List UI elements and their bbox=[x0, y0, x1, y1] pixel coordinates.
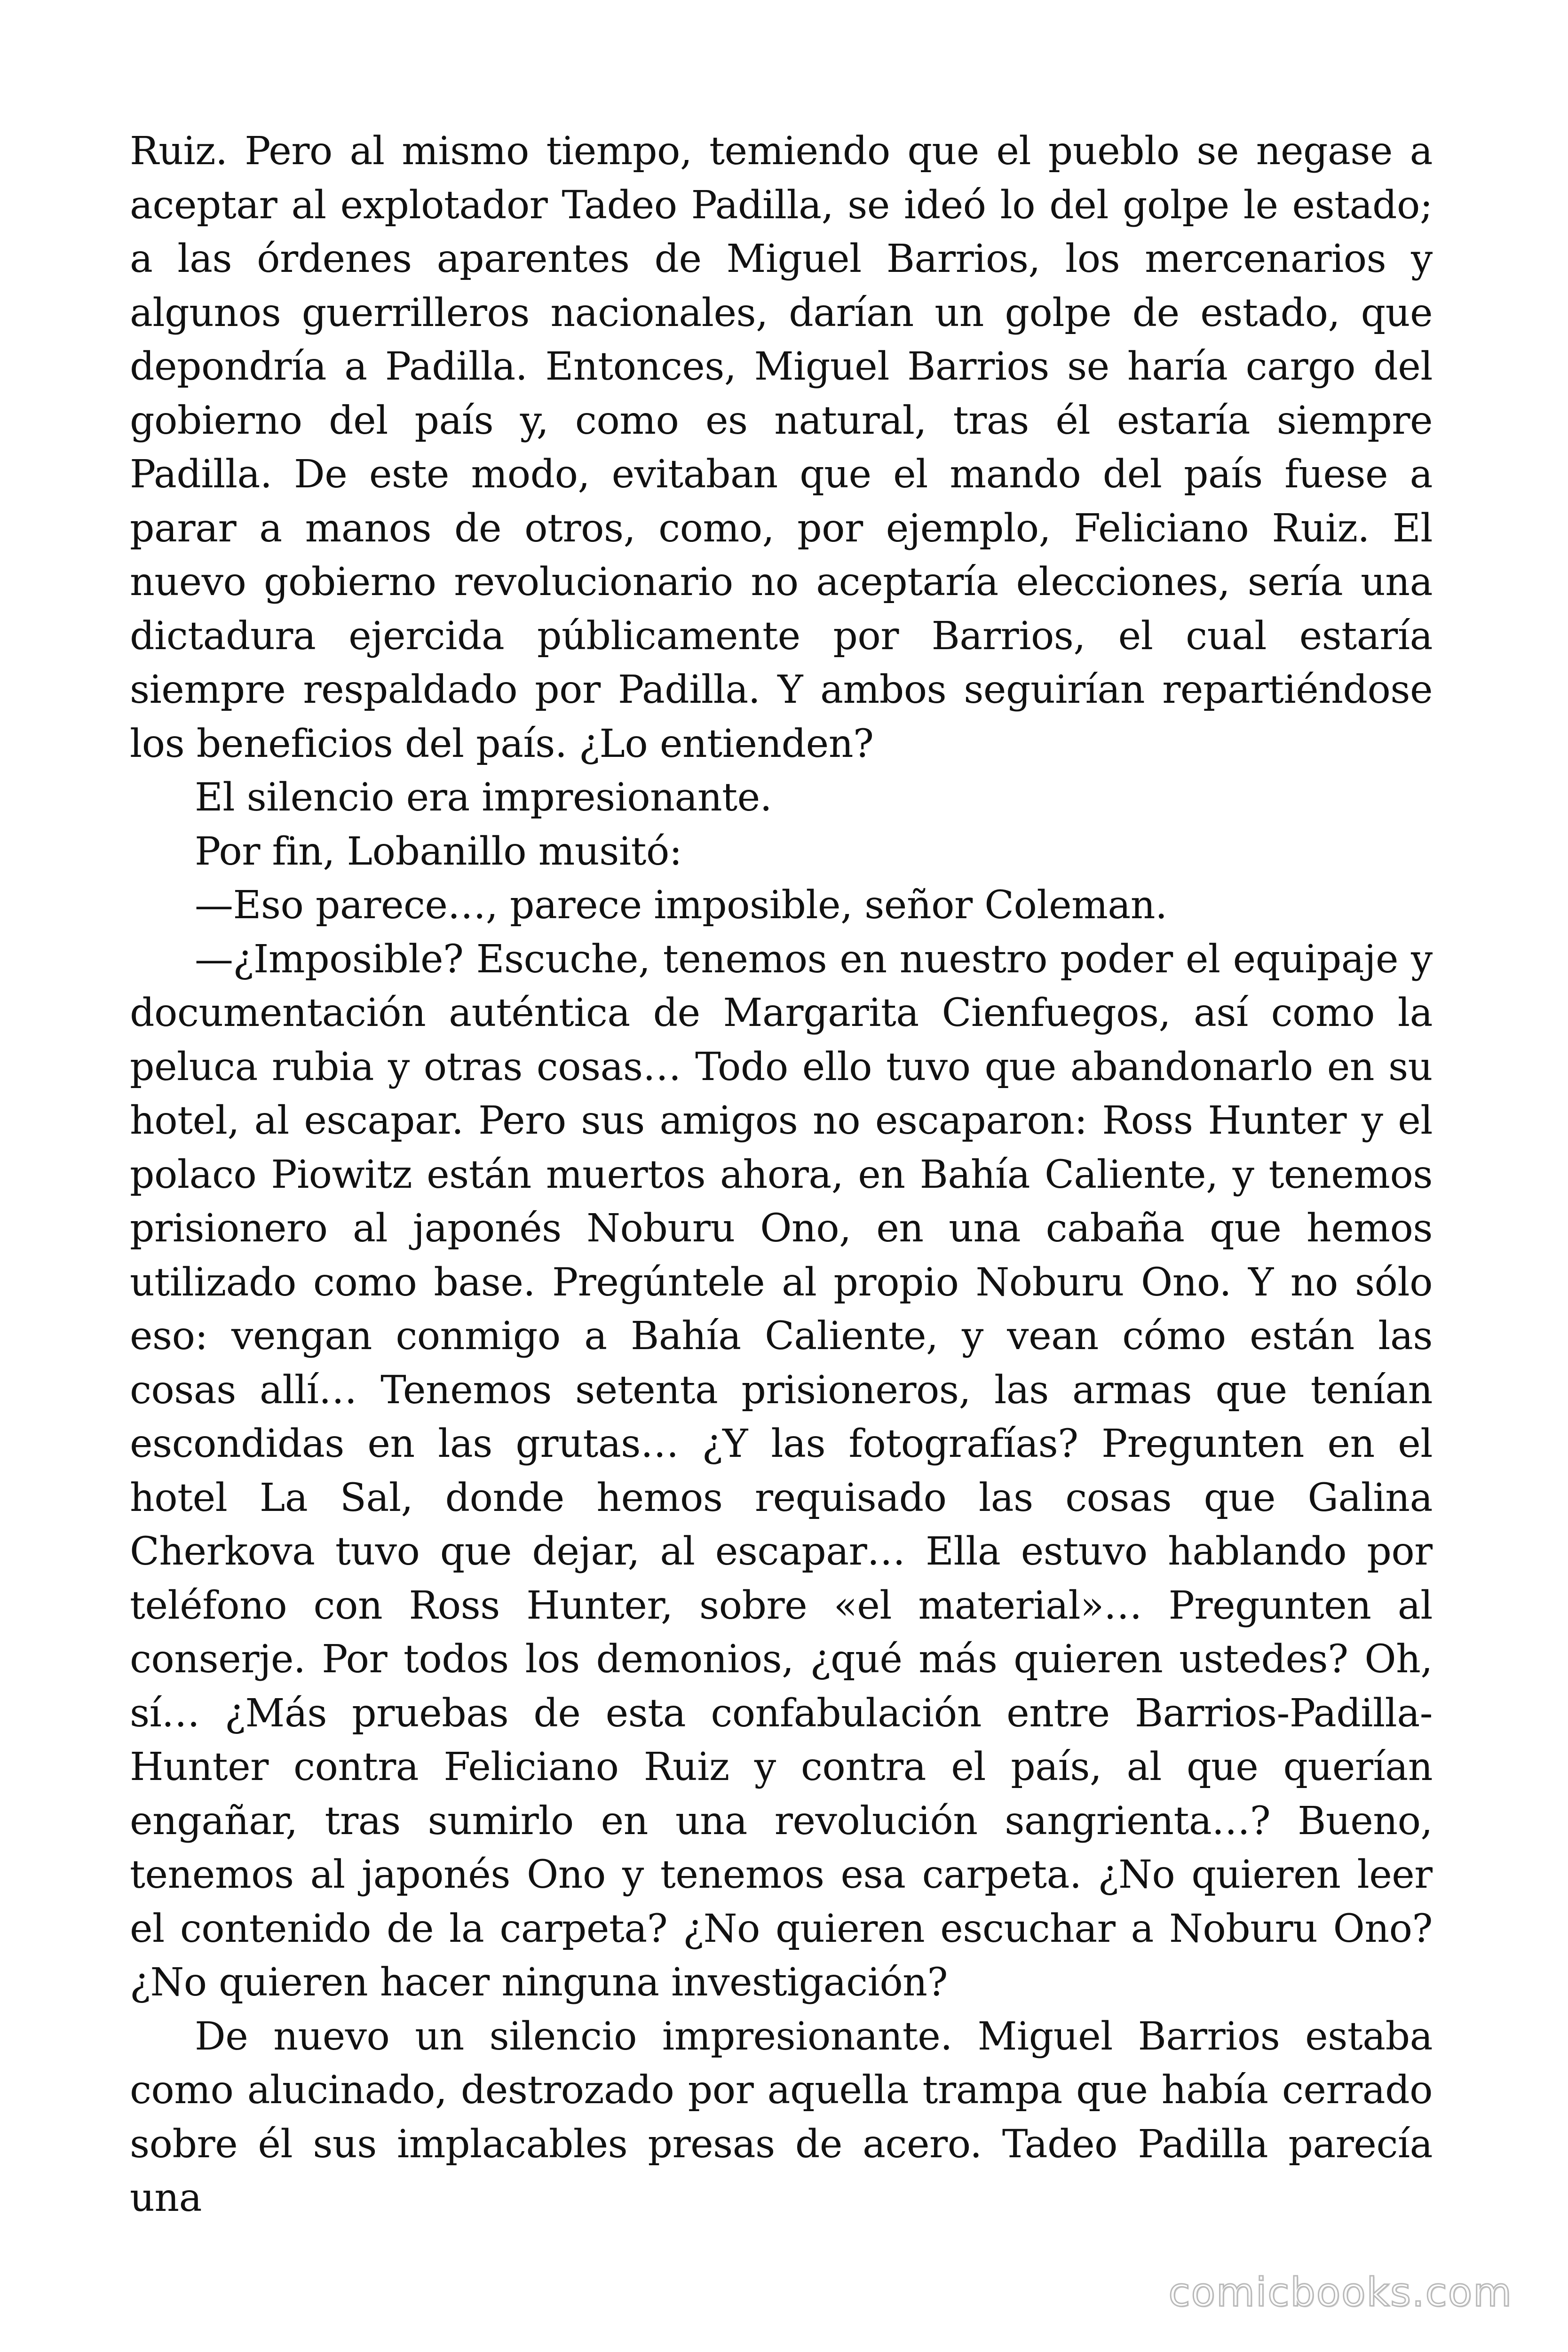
paragraph-4: —Eso parece…, parece imposible, señor Coleman. bbox=[195, 883, 1167, 928]
watermark-logo: comicbooks.com bbox=[1168, 2269, 1513, 2315]
paragraph-2: El silencio era impresionante. bbox=[195, 775, 772, 820]
page-text-body bbox=[130, 125, 1433, 2232]
paragraph-3: Por fin, Lobanillo musitó: bbox=[195, 829, 682, 874]
paragraph-5: —¿Imposible? Escuche, tenemos en nuestro poder el equipaje y documentación auténtica de Margarita Cienfuegos, así como la peluca rubia y otras cosas… Todo ello tuvo que abandonarlo en su hotel, al escapar. Pero sus amigos no escaparon: Ross Hunter y el polaco Piowitz están muertos ahora, en Bahía Caliente, y tenemos prisionero al japonés Noburu Ono, en una cabaña que hemos utilizado como base. Pregúntele al propio Noburu Ono. Y no sólo eso: vengan conmigo a Bahía Caliente, y vean cómo están las cosas allí… Tenemos setenta prisioneros, las armas que tenían escondidas en las grutas… ¿Y las fotografías? Pregunten en el hotel La Sal, donde hemos requisado las cosas que Galina Cherkova tuvo que dejar, al escapar… Ella estuvo hablando por teléfono con Ross Hunter, sobre «el material»… Pregunten al conserje. Por todos los demonios, ¿qué más quieren ustedes? Oh, sí… ¿Más pruebas de esta confabulación entre Barrios-Padilla-Hunter contra Feliciano Ruiz y contra el país, al que querían engañar, tras sumirlo en una revolución sangrienta…? Bueno, tenemos al japonés Ono y tenemos esa carpeta. ¿No quieren leer el contenido de la carpeta? ¿No quieren escuchar a Noburu Ono? ¿No quieren hacer ninguna investigación? bbox=[130, 937, 1433, 2005]
paragraph-6: De nuevo un silencio impresionante. Miguel Barrios estaba como alucinado, destrozado por aquella trampa que había cerrado sobre él sus implacables presas de acero. Tadeo Padilla parecía una bbox=[130, 2014, 1433, 2220]
paragraph-1: Ruiz. Pero al mismo tiempo, temiendo que el pueblo se negase a aceptar al explotador Tadeo Padilla, se ideó lo del golpe le estado; a las órdenes aparentes de Miguel Barrios, los mercenarios y algunos guerrilleros nacionales, darían un golpe de estado, que depondría a Padilla. Entonces, Miguel Barrios se haría cargo del gobierno del país y, como es natural, tras él estaría siempre Padilla. De este modo, evitaban que el mando del país fuese a parar a manos de otros, como, por ejemplo, Feliciano Ruiz. El nuevo gobierno revolucionario no aceptaría elecciones, sería una dictadura ejercida públicamente por Barrios, el cual estaría siempre respaldado por Padilla. Y ambos seguirían repartiéndose los beneficios del país. ¿Lo entienden? bbox=[130, 129, 1433, 766]
